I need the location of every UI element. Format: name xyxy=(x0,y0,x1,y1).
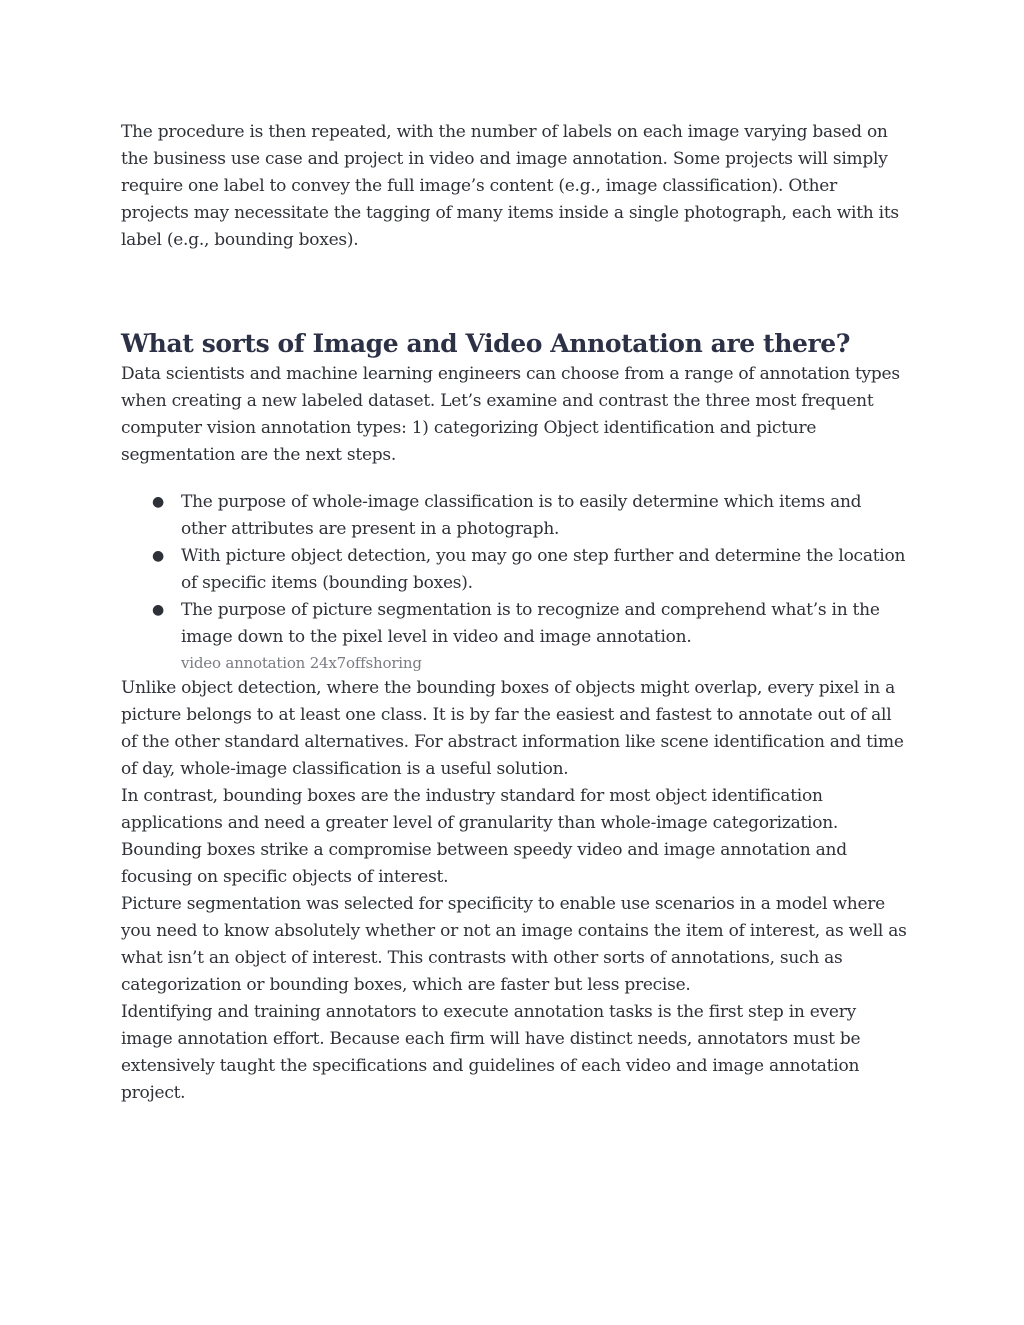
bounding-boxes-paragraph: In contrast, bounding boxes are the industry standard for most object identification applications and need a greater level of granularity than whole-image categorization. Bounding boxes strike a compromise between speedy video and image annotation and focusing on specific objects of interest. xyxy=(121,786,847,887)
list-item xyxy=(121,489,907,543)
bullet-icon: ● xyxy=(152,602,164,618)
image-caption: video annotation 24x7offshoring xyxy=(181,654,422,672)
annotators-paragraph: Identifying and training annotators to execute annotation tasks is the first step in every image annotation effort. Because each firm will have distinct needs, annotators must be extensively taught the specifications and guidelines of each video and image annotation project. xyxy=(121,1002,861,1103)
list-item-text: The purpose of whole-image classification is to easily determine which items and other attributes are present in a photograph. xyxy=(181,492,862,539)
segmentation-paragraph: Picture segmentation was selected for specificity to enable use scenarios in a model where you need to know absolutely whether or not an image contains the item of interest, as well as what isn’t an object of interest. This contrasts with other sorts of annotations, such as categorization or bounding boxes, which are faster but less precise. xyxy=(121,894,907,995)
list-item-text: With picture object detection, you may go one step further and determine the location of specific items (bounding boxes). xyxy=(181,546,906,593)
section-heading: What sorts of Image and Video Annotation are there? xyxy=(121,329,851,358)
list-item xyxy=(121,543,907,597)
document-page xyxy=(121,119,907,1107)
object-detection-paragraph: Unlike object detection, where the bounding boxes of objects might overlap, every pixel in a picture belongs to at least one class. It is by far the easiest and fastest to annotate out of all of the other standard alternatives. For abstract information like scene identification and time of day, whole-image classification is a useful solution. xyxy=(121,678,904,779)
list-item-text: The purpose of picture segmentation is to recognize and comprehend what’s in the image down to the pixel level in video and image annotation. xyxy=(181,600,880,647)
list-item xyxy=(121,597,907,651)
bullet-icon: ● xyxy=(152,494,164,510)
annotation-types-paragraph: Data scientists and machine learning engineers can choose from a range of annotation types when creating a new labeled dataset. Let’s examine and contrast the three most frequent computer vision annotation types: 1) categorizing Object identification and picture segmentation are the next steps. xyxy=(121,364,900,465)
annotation-types-list xyxy=(121,489,907,651)
intro-paragraph: The procedure is then repeated, with the number of labels on each image varying based on the business use case and project in video and image annotation. Some projects will simply require one label to convey the full image’s content (e.g., image classification). Other projects may necessitate the tagging of many items inside a single photograph, each with its label (e.g., bounding boxes). xyxy=(121,122,899,250)
bullet-icon: ● xyxy=(152,548,164,564)
